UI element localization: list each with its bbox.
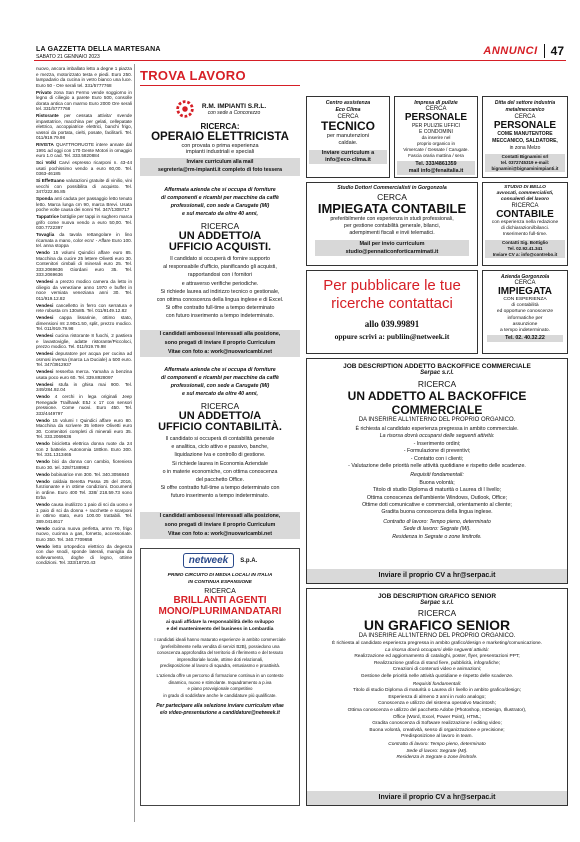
page-number: 47 (550, 44, 564, 58)
ad-backoffice (306, 358, 568, 584)
netweek-tagline-2: IN CONTINUA ESPANSIONE (188, 580, 252, 585)
cont-intro-2: di componenti e ricambi per macchine da caffè (161, 375, 279, 381)
gs-skill-2: Esperienza di almeno 3 anni in ruolo analogo; (388, 694, 486, 700)
classified-ad (36, 303, 132, 314)
acq-intro-3: professionali, con sede a Carugate (MI) (170, 203, 270, 209)
netweek-logo-row (141, 553, 299, 568)
metal-desc-1: COME MANUTENTORE (497, 131, 553, 137)
acq-apply-bar (140, 330, 300, 357)
rm-desc-1: con provata o prima esperienza (181, 143, 259, 149)
header-rule (34, 60, 566, 61)
bo-skills-head: Requisiti fondamentali: (410, 472, 464, 479)
classified-lead: Vendesi (36, 333, 54, 338)
ad-pubblicare (306, 270, 478, 354)
cont-intro-3: professionali, con sede a Carugate (MI) (170, 383, 270, 389)
bo-task-4: - Valutazione delle priorità nelle attività quotidiane e rispetto delle scadenze. (348, 463, 526, 470)
classified-text: bici da donna con cambio, fioreniera Euro 30. tel. 328/7188962 (36, 459, 132, 470)
metal-desc-3: in zona Melzo (509, 145, 541, 151)
gorgo-line-1: Azienda Gorgonzola (500, 274, 550, 280)
cont-desc-6: del pacchetto Office. (195, 477, 245, 484)
rm-send-label: Inviare curriculum alla mail (186, 159, 254, 165)
studio-desc-3: adempimenti fiscali e invii telematici. (349, 230, 435, 236)
gorgo-cerca: CERCA (514, 280, 536, 286)
column-divider (134, 64, 135, 822)
bello-desc-3: Inserimento full-time. (502, 232, 548, 238)
classified-ad (36, 279, 132, 301)
gs-subtitle: DA INSERIRE ALL'INTERNO DEL PROPRIO ORGANICO. (358, 633, 516, 639)
classified-text: zona San Fermo vende soggiorno in legno di ciliegio a parete Euro 500, consolle dorata antica con marmo Euro 2000 Ore serali tel. 331/5777768 (36, 89, 132, 111)
classified-text: a prezzo modico camera da letto in ciliegio da veneziane anno 1970 e buffet in noce verniata veneziana anni 30. Tel. 011/919.12.82 (36, 279, 132, 301)
bo-skill-3: Ottima conoscenza dell'ambiente Windows, Outlook, Office; (366, 494, 508, 501)
rm-location: con sede a Concorezzo (207, 109, 261, 116)
metal-contact-1: Contatti Bignamini srl (501, 154, 549, 159)
classified-text: cucina ristorante 8 fuochi, 2 pastiera e lavastoviglie, adatte ristorante/Piccoloci, prezzo modico. Tel. 011/919.79.98 (36, 333, 132, 349)
bo-skill-5: Gradita buona conoscenza della lingua inglese. (381, 509, 493, 516)
acq-intro-4: e sul mercato da oltre 40 anni, (182, 211, 258, 217)
netweek-resp-1: ai quali affidare la responsabilità dello sviluppo (166, 620, 274, 625)
classified-text: 4 cerchi in lega originali Jeep Renegade Trailhawk E5J x 17 con sensori pressione. Come nuovi. Euro 450. Tel. 333/4449797 (36, 394, 132, 416)
studio-role: IMPIEGATA CONTABILE (317, 201, 467, 216)
classified-lead: Vendesi (36, 381, 54, 387)
cont-cerca: RICERCA (200, 401, 240, 411)
bello-role: CONTABILE (496, 209, 554, 220)
gs-task-2: Realizzazione grafica di stand fiere, pubblicità, infografiche; (373, 660, 501, 666)
classified-lead: Si Effettuano (36, 178, 65, 183)
bo-req-1: È richiesta al candidato esperienza pregressa in ambito commerciale. (355, 426, 519, 432)
gs-req-2: La risorsa dovrà occuparsi delle seguenti attività: (385, 647, 489, 653)
ad-studio-bello (482, 182, 568, 266)
classified-text: caldaia Beretta Passa 25 del 2016, funzionante e in ottime condizioni. Documenti in ordine. Euro 400 Tel. 338/ 218.59.73 sono Erba (36, 478, 132, 500)
gs-contract-3: Residenza in Segrate o zone limitrofe. (396, 755, 478, 761)
tecnico-role: TECNICO (321, 119, 375, 133)
classified-lead: RIVISTA (36, 142, 54, 147)
classified-text: valutazioni gratuite di vinilio, vini vecchi con possibilita di acquisto. Tel. 347/222.86.85 (36, 178, 132, 194)
ad-rm-impianti (140, 94, 300, 158)
classified-text: stufa in ghisa mai 900. Tel. 349/284.92.04 (36, 381, 132, 392)
gs-skill-3: Conoscenza e utilizzo del sistema operativo Macintosh; (378, 701, 496, 707)
acq-desc-6: con ottima conoscenza della lingua inglese e di Excel. (156, 297, 284, 304)
bo-cerca: RICERCA (417, 379, 457, 389)
pulizie-role: PERSONALE (404, 112, 468, 123)
classified-text: bicicletta elettrica donna ruote da 24 con 2 batterie. Autonomia 180km. Euro 300. Tel. 331.1313465 (36, 441, 132, 457)
gs-cerca: RICERCA (417, 608, 457, 618)
bo-contract-1: Contratto di lavoro: Tempo pieno, determinato (383, 518, 491, 525)
ad-metalmeccanico (482, 96, 568, 178)
ad-grafico-senior (306, 588, 568, 806)
studio-desc-1: preferibilmente con esperienza in studi professionali, (330, 216, 454, 222)
metal-line-2: metalmeccanico (505, 107, 545, 113)
bo-skill-4: Ottime doti comunicative e commerciali, orientamento al cliente; (362, 502, 512, 509)
classified-text: nuovo, ancora imballato letto a degne 1 piazza e mezza, motorizzato testa e piedi. Euro 250. lampadario da cucina in vetro bianco una luce. Euro 50 - Ore serali tel. 331/5777768 (36, 66, 132, 88)
cont-desc-8: futuro inserimento a tempo indeterminato. (170, 493, 270, 500)
masthead (36, 46, 161, 60)
cont-intro-1: Affermata azienda che si occupa di forniture (164, 367, 276, 373)
ad-pulizie (394, 96, 478, 178)
bello-contact-3: Inviare CV a: info@contrebo.it (492, 251, 558, 257)
classified-text: QUATTRORUOTE intere annate dal 1991 ad oggi con 170 Gente Motori in omaggio euro 1.0 cad. Tel. 333.5820884 (36, 142, 132, 158)
gs-send-bar: Inviare il proprio CV a hr@serpac.it (307, 791, 567, 805)
classified-text: cappa lissarinie, ottimo stato, dimensioni mt 2.90x1.50, split, prezzo modico. Tel. 011/919.79.98 (36, 315, 132, 331)
publi-phone: allo 039.99891 (364, 319, 420, 329)
bo-send-bar: Inviare il proprio CV a hr@serpac.it (307, 569, 567, 583)
bo-subtitle: DA INSERIRE ALL'INTERNO DEL PROPRIO ORGANICO. (358, 417, 516, 423)
acq-desc-2: al responsabile d'ufficio, pianificando gli acquisti, (163, 264, 277, 271)
netweek-desc-9: in grado di soddisfare anche le candidature più qualificate. (163, 692, 277, 698)
ad-ufficio-acquisti (140, 186, 300, 336)
gorgo-contact: Tel. 02. 40.32.22 (487, 335, 563, 342)
gs-task-4: Gestione delle priorità nelle attività quotidiane e rispetto delle scadenze. (360, 673, 514, 679)
gs-skill-8: Predisposizione al lavoro in team. (401, 734, 473, 740)
cont-apply-bar (140, 512, 300, 539)
classified-ad (36, 232, 132, 249)
acq-desc-8: con futuro inserimento a tempo indeterminato. (165, 313, 275, 320)
netweek-desc-7: dinamico, nuovo e stimolante. Inquadramento a p.iva (168, 679, 272, 685)
classified-ad (36, 196, 132, 213)
acq-desc-1: Il candidato si occuperà di fornire supporto (170, 256, 270, 262)
classified-ad (36, 113, 132, 141)
classified-text: cancelletto in ferro con serratura e rete robusta cm 130x85. Tel. 011/9149.12.82 (36, 302, 132, 313)
cont-desc-7: Si offre contratto full-time a tempo determinato con (160, 485, 280, 492)
gs-req-1: È richiesta al candidato esperienza pregressa in ambito grafico/design e marketing/comunicazione. (331, 641, 543, 646)
acq-apply-1: I candidati ambosessi interessati alla posizione, (159, 331, 281, 337)
classified-ad (36, 526, 132, 543)
netweek-tagline-1: PRIMO CIRCUITO DI MEDIA LOCALI IN ITALIA (167, 573, 273, 578)
netweek-apply-2: e/o video-presentazione a candidature@netweek.it (160, 710, 280, 717)
bello-line-1: STUDIO DI BELLO (504, 185, 546, 190)
gs-role: UN GRAFICO SENIOR (363, 617, 511, 633)
gs-title: JOB DESCRIPTION GRAFICO SENIOR (377, 593, 497, 600)
pulizie-line-1: Impresa di pulizie (414, 100, 458, 106)
gs-skills-head: Requisiti fondamentali: (412, 681, 462, 687)
ad-ufficio-contabilita (140, 366, 300, 516)
publi-heading-1: Per pubblicare le tue (323, 277, 461, 294)
studio-desc-2: per gestione contabilità generale, bilanci, (344, 223, 440, 229)
pulizie-desc-3: da inserire nel (421, 135, 451, 140)
cont-apply-2: sono pregati di inviare il proprio Curriculum (164, 522, 276, 528)
bello-desc-1: con esperienza nella redazione (491, 220, 559, 225)
classified-lead: Vendo (36, 441, 50, 446)
rm-role: OPERAIO ELETTRICISTA (151, 131, 289, 143)
bo-title: JOB DESCRIPTION ADDETTO BACKOFFICE COMMERCIALE (343, 363, 531, 370)
netweek-cerca: RICERCA (204, 588, 236, 595)
netweek-desc-3: conoscenza approfondita del territorio di riferimento e del tessuto (156, 650, 284, 656)
classified-lead: Vendo (36, 417, 50, 423)
classified-text: Carvi espresso ricarponi n. 43-44 usati pochissimo vendo a euro 60,00. Tel. 0363-46185 (36, 160, 132, 176)
tecnico-desc-2: caldaie. (338, 140, 358, 146)
acq-desc-4: e attraverso verifiche periodiche. (181, 280, 259, 287)
bo-company: Serpac s.r.l. (420, 370, 454, 376)
netweek-logo: netweek (183, 553, 234, 568)
bo-task-1: - Inserimento ordini; (413, 440, 461, 447)
tecnico-contact-2: info@eco-clima.it (325, 157, 371, 163)
bello-contact-1: Contatti Sig. Bottiglio (502, 239, 548, 245)
gorgo-desc-6: a tempo indeterminato. (499, 328, 551, 334)
bo-skill-1: Buona volontà; (419, 479, 455, 486)
pulizie-desc-1: PER PULIZIE UFFICI (411, 123, 461, 129)
netweek-role-1: BRILLANTI AGENTI (173, 595, 267, 606)
classified-ad (36, 502, 132, 524)
cont-role-2: UFFICIO CONTABILITÀ. (158, 421, 282, 433)
tecnico-line-1: Centro assistenza (325, 100, 371, 106)
gs-skill-5: Office (Word, Excel, Power Point), HTML; (392, 714, 482, 720)
pulizie-contact-2: mail info@fenaitalia.it (408, 168, 464, 174)
gs-task-1: Realizzazione ed aggiornamento di cataloghi, poster, flyer, presentazioni PPT; (354, 654, 520, 660)
classified-ad (36, 315, 132, 332)
netweek-desc-6: L'azienda offre un percorso di formazione continua in un contesto (156, 672, 284, 678)
classified-lead: Vendo (36, 471, 50, 477)
classified-text: anti caduta per passaggio letto tenuto letto. Marca lunga cm 90, marca Brevi. Usata poche volte causa dei nonni Tel. 347/1308717 (36, 196, 132, 212)
trova-lavoro-rule (140, 85, 300, 86)
trova-lavoro-title: TROVA LAVORO (140, 68, 246, 83)
netweek-desc-2: (preferibilmente nella vendita di servizi B2B), possiedono una (160, 643, 280, 649)
ad-tecnico (306, 96, 390, 178)
classified-ad (36, 214, 132, 231)
classified-lead: Vendesi (36, 302, 54, 308)
classified-text: 15 volumi I Quindici affare euro 80. Macchina da scrivere 35 lettere Olivetti euro 30. Contenitori completi di minerali euro 35. Tel. 333.2069636 (36, 417, 132, 439)
metal-contact-3: bignamini@bignaminimpianti.it (491, 166, 559, 171)
acq-apply-3: Vitae con foto a: work@nuovaricambi.net (168, 349, 272, 355)
acq-desc-3: rapportandosi con i fornitori (187, 272, 253, 279)
classified-ad (36, 142, 132, 159)
classified-ad (36, 250, 132, 278)
classified-text: letto ortopedico elettrico da degenza con due snodi, sponde laterali, maniglia da sollevamento, doghe di legno, ottime condizioni. Tel. 333/18720.43 (36, 543, 132, 565)
cont-role-1: UN ADDETTO/A (178, 410, 262, 422)
classified-ad (36, 472, 132, 478)
cont-desc-3: liquidazione Iva e controllo di gestione. (174, 452, 266, 459)
cont-desc-1: Il candidato si occuperà di contabilità generale (165, 436, 275, 442)
classified-lead: Vendo (36, 525, 50, 531)
classified-text: per cessata attivita' svende impastatrice, macchina per gelati, cellepatate elettrico, accoppiatrice elettrici, banchi frigo, vassoi da portata, cielti, posate, facilitarli. Tel. 011/919.79.98 (36, 113, 132, 140)
acq-intro-1: Affermata azienda che si occupa di forniture (164, 187, 276, 193)
pulizie-desc-4: proprio organico in (416, 141, 456, 146)
bo-contract-3: Residenza in Segrate o zone limitrofe. (392, 533, 482, 540)
gorgo-desc-4: informatiche per (507, 315, 543, 321)
acq-intro-2: di componenti e ricambi per macchine da caffè (161, 195, 279, 201)
bo-skill-2: Titolo di studio Diploma di maturità o Laurea di I livello; (372, 487, 502, 494)
cont-apply-1: I candidati ambosessi interessati alla posizione, (159, 513, 281, 519)
pulizie-desc-5: Vimercate / Gessate / Carugate. (403, 147, 469, 152)
cont-desc-5: o in materie economiche, con ottima conoscenza (162, 468, 278, 475)
classified-lead: Vendesi (36, 351, 54, 356)
gorgo-desc-5: assunzione (512, 321, 538, 327)
classified-lead: Vendesi (36, 279, 54, 284)
tecnico-desc-1: per manutenzioni (326, 133, 370, 139)
bello-line-2: avvocati, commercialisti, (496, 191, 554, 196)
gs-skill-4: Ottima conoscenza e utilizzo del pacchetto Adobe (Photoshop, InDesign, Illustrator), (347, 707, 527, 713)
tecnico-cerca: CERCA (337, 114, 359, 120)
paper-name: LA GAZZETTA DELLA MARTESANA (36, 46, 161, 53)
acq-apply-2: sono pregati di inviare il proprio Curriculum (164, 340, 276, 346)
netweek-desc-8: e piano provvigionale competitivo (187, 686, 253, 692)
classified-ad (36, 333, 132, 350)
bo-task-2: - Formulazione di preventivi; (403, 448, 471, 455)
gs-contract-2: Sede di lavoro: Segrate (MI). (406, 748, 468, 754)
gs-contract-1: Contratto di lavoro: Tempo pieno, determinato (388, 741, 486, 747)
classified-lead: Vendo (36, 459, 50, 464)
netweek-desc-1: I candidati ideali hanno maturato esperienze in ambito commerciale (154, 637, 286, 642)
classified-text: causa inutilizzo 1 paio di sci da uomo e 1 paio di sci da donna + racchette e scarponi in ottimo stato, euro 100.00 trattabili. Tel. 389.0414617 (36, 502, 132, 524)
netweek-desc-4: imprenditoriale locale, ottime doti relazionali, (176, 656, 264, 662)
classified-ad (36, 544, 132, 566)
classified-text: depuratore per acqua per cucina ad osmosi inversa (marca La Duciale) a 500 euro. Tel. 347/3912937 (36, 351, 132, 367)
classified-ad (36, 479, 132, 501)
netweek-apply-1: Per partecipare alla selezione inviare curriculum vitae (156, 703, 284, 710)
rm-header (140, 98, 300, 120)
gs-skill-1: Titolo di studio Diploma di maturità o Laurea di I livello in ambito grafico/design; (352, 688, 522, 694)
tecnico-contact-1: Inviare curriculum a (321, 150, 375, 156)
classified-ad (36, 441, 132, 458)
publi-heading-2: ricerche contattaci (331, 295, 453, 312)
studio-contact-1: Mail per invio curriculum (359, 241, 425, 247)
classified-text: bobinatrice mm 300. Tel. 340.3056840 (51, 471, 130, 477)
metal-cerca: CERCA (514, 114, 536, 120)
ad-azienda-gorgonzola (482, 270, 568, 354)
gs-company: Serpac s.r.l. (420, 600, 454, 606)
classified-lead: Ristorante (36, 113, 59, 118)
classified-lead: Vendo (36, 502, 50, 507)
classified-ad (36, 459, 132, 470)
rm-cerca: RICERCA: (200, 122, 240, 131)
studio-line-1: Studio Dottori Commercialisti in Gorgonzola (337, 185, 447, 191)
section-title: ANNUNCI (483, 45, 538, 57)
classified-lead: Sponda (36, 196, 53, 201)
publi-mail: oppure scrivi a: publiin@netweek.it (334, 332, 450, 341)
acq-role-1: UN ADDETTO/A (178, 230, 262, 242)
classified-lead: Vendo (36, 394, 50, 399)
classified-text: 15 volumi Quindici affare euro 85. Macchina da cucire 25 lettere Olivetti euro 30. Contenitori cimbali di minerali euro 25. Tel. 333.2069636 Giordani euro 35. Tel. 333.2069636 (36, 250, 132, 277)
rm-contact-bar (140, 158, 300, 176)
acq-desc-7: Si offre contratto full-time a tempo determinato (165, 305, 275, 312)
rm-company: R.M. IMPIANTI S.R.L. (201, 102, 267, 110)
bo-req-2: La risorsa dovrà occuparsi delle seguenti attività: (379, 433, 495, 440)
rm-contact: segreteria@rm-impianti.it completo di foto tessera (157, 167, 283, 173)
classified-ad (36, 178, 132, 195)
classified-ad (36, 418, 132, 440)
classified-lead: Privato (36, 89, 52, 95)
classified-text: bottiglie per tappi in sughero marca grifo come nuova vendo a euro 50,00. Tel. 030.7722397 (36, 214, 132, 230)
header-divider (544, 44, 545, 58)
classified-lead: Vendo (36, 478, 50, 484)
metal-role: PERSONALE (493, 120, 557, 131)
bello-desc-2: di dichiarazioni/bilanci. (501, 226, 549, 232)
gorgo-desc-1: CON ESPERIENZA (503, 297, 547, 302)
acq-role-2: UFFICIO ACQUISTI. (168, 241, 272, 253)
classified-lead: Sci Volkl (36, 160, 57, 165)
gorgo-role: IMPIEGATA (497, 286, 553, 297)
pulizie-desc-2: E CONDOMINI (419, 129, 453, 135)
metal-line-1: Ditta del settore industria (494, 100, 556, 106)
classified-lead: Vendesi (36, 315, 54, 320)
gorgo-desc-3: ed opportune conoscenze (496, 309, 554, 315)
netweek-desc-5: predisposizione al lavoro di squadra, entusiasmo e proattività. (159, 663, 281, 669)
bello-cerca: RICERCA (511, 203, 539, 209)
rm-desc-2: impianti industriali e speciali (185, 149, 255, 155)
tecnico-line-2: Eco Clima (335, 107, 361, 113)
cont-intro-4: e sul mercato da oltre 40 anni, (182, 391, 258, 397)
classified-text: da tavola rettangolare in lino ricamata a mano, color ecru' - Affare Euro 100. tel. anna stoppa (36, 232, 132, 248)
gs-skill-6: Gradita conoscenza di Software realizzazione / editing video; (372, 721, 502, 727)
acq-cerca: RICERCA (200, 221, 240, 231)
metal-contact-2: tel. 0372745319 e-mail: (500, 160, 550, 165)
bo-contract-2: Sede di lavoro: Segrate (MI). (403, 526, 471, 533)
section-header (483, 44, 564, 58)
pulizie-desc-6: Fascia oraria mattina / sera (408, 153, 464, 158)
cont-desc-4: Si richiede laurea in Economia Aziendale (172, 460, 268, 467)
pulizie-contact-1: Tel. 333/4861359 (415, 161, 457, 167)
gorgo-desc-2: di contabilità (511, 303, 539, 309)
netweek-spa: S.p.A. (240, 557, 258, 564)
bello-line-3: consulenti del lavoro (501, 197, 549, 202)
studio-cerca: CERCA (377, 192, 407, 202)
ad-netweek (140, 548, 300, 806)
classified-ad (36, 66, 132, 88)
cont-desc-2: e analitica, ciclo attivo e passivo, banche, (171, 444, 269, 451)
gs-skill-7: Buona volontà, creatività, senso di organizzazione e precisione; (369, 727, 505, 733)
metal-desc-2: MECCANICO, SALDATORE, (492, 138, 558, 144)
classified-ad (36, 351, 132, 368)
classified-ad (36, 382, 132, 393)
acq-desc-5: Si richiede laurea ad indirizzo tecnico o gestionale, (160, 288, 280, 295)
classified-lead: Vendesi (36, 369, 54, 374)
classified-lead: Vendo (36, 543, 50, 549)
pulizie-cerca: CERCA (425, 106, 447, 112)
classified-text: cucina nuova perfetta, armn 70, frigo nuovo, cucinna a gas, fornetto, accessoriate. Euro 350. Tel. 340.7709658 (36, 525, 132, 542)
classified-ad (36, 369, 132, 380)
classified-lead: Tappatrice (36, 214, 59, 219)
bello-contact-2: Tel. 02.92.41.341 (507, 245, 543, 251)
classified-text: resserba merca. Yamaha a benzina usata poco euro 60. Tel. 339.8928097 (36, 369, 132, 380)
bo-task-3: - Contatto con i clienti; (410, 455, 464, 462)
classified-ad (36, 90, 132, 112)
netweek-resp-2: e del mantenimento del business in Lombardia (166, 627, 274, 632)
issue-date: SABATO 21 GENNAIO 2023 (36, 54, 100, 60)
netweek-role-2: MONO/PLURIMANDATARI (158, 606, 282, 617)
cont-apply-3: Vitae con foto a: work@nuovaricambi.net (168, 531, 272, 537)
classifieds-column (36, 66, 132, 822)
ad-studio-commercialisti (306, 182, 478, 266)
gs-task-3: Creazioni di contenuti video e animazioni; (392, 667, 482, 673)
classified-lead: Tovaglia (36, 232, 55, 237)
studio-contact-2: studio@pennaticonforticarmimati.it (345, 249, 439, 255)
bo-role: UN ADDETTO AL BACKOFFICE COMMERCIALE (347, 389, 527, 417)
gear-icon (174, 98, 196, 120)
classified-ad (36, 394, 132, 416)
classified-lead: Vendo (36, 250, 50, 255)
classified-ad (36, 160, 132, 177)
